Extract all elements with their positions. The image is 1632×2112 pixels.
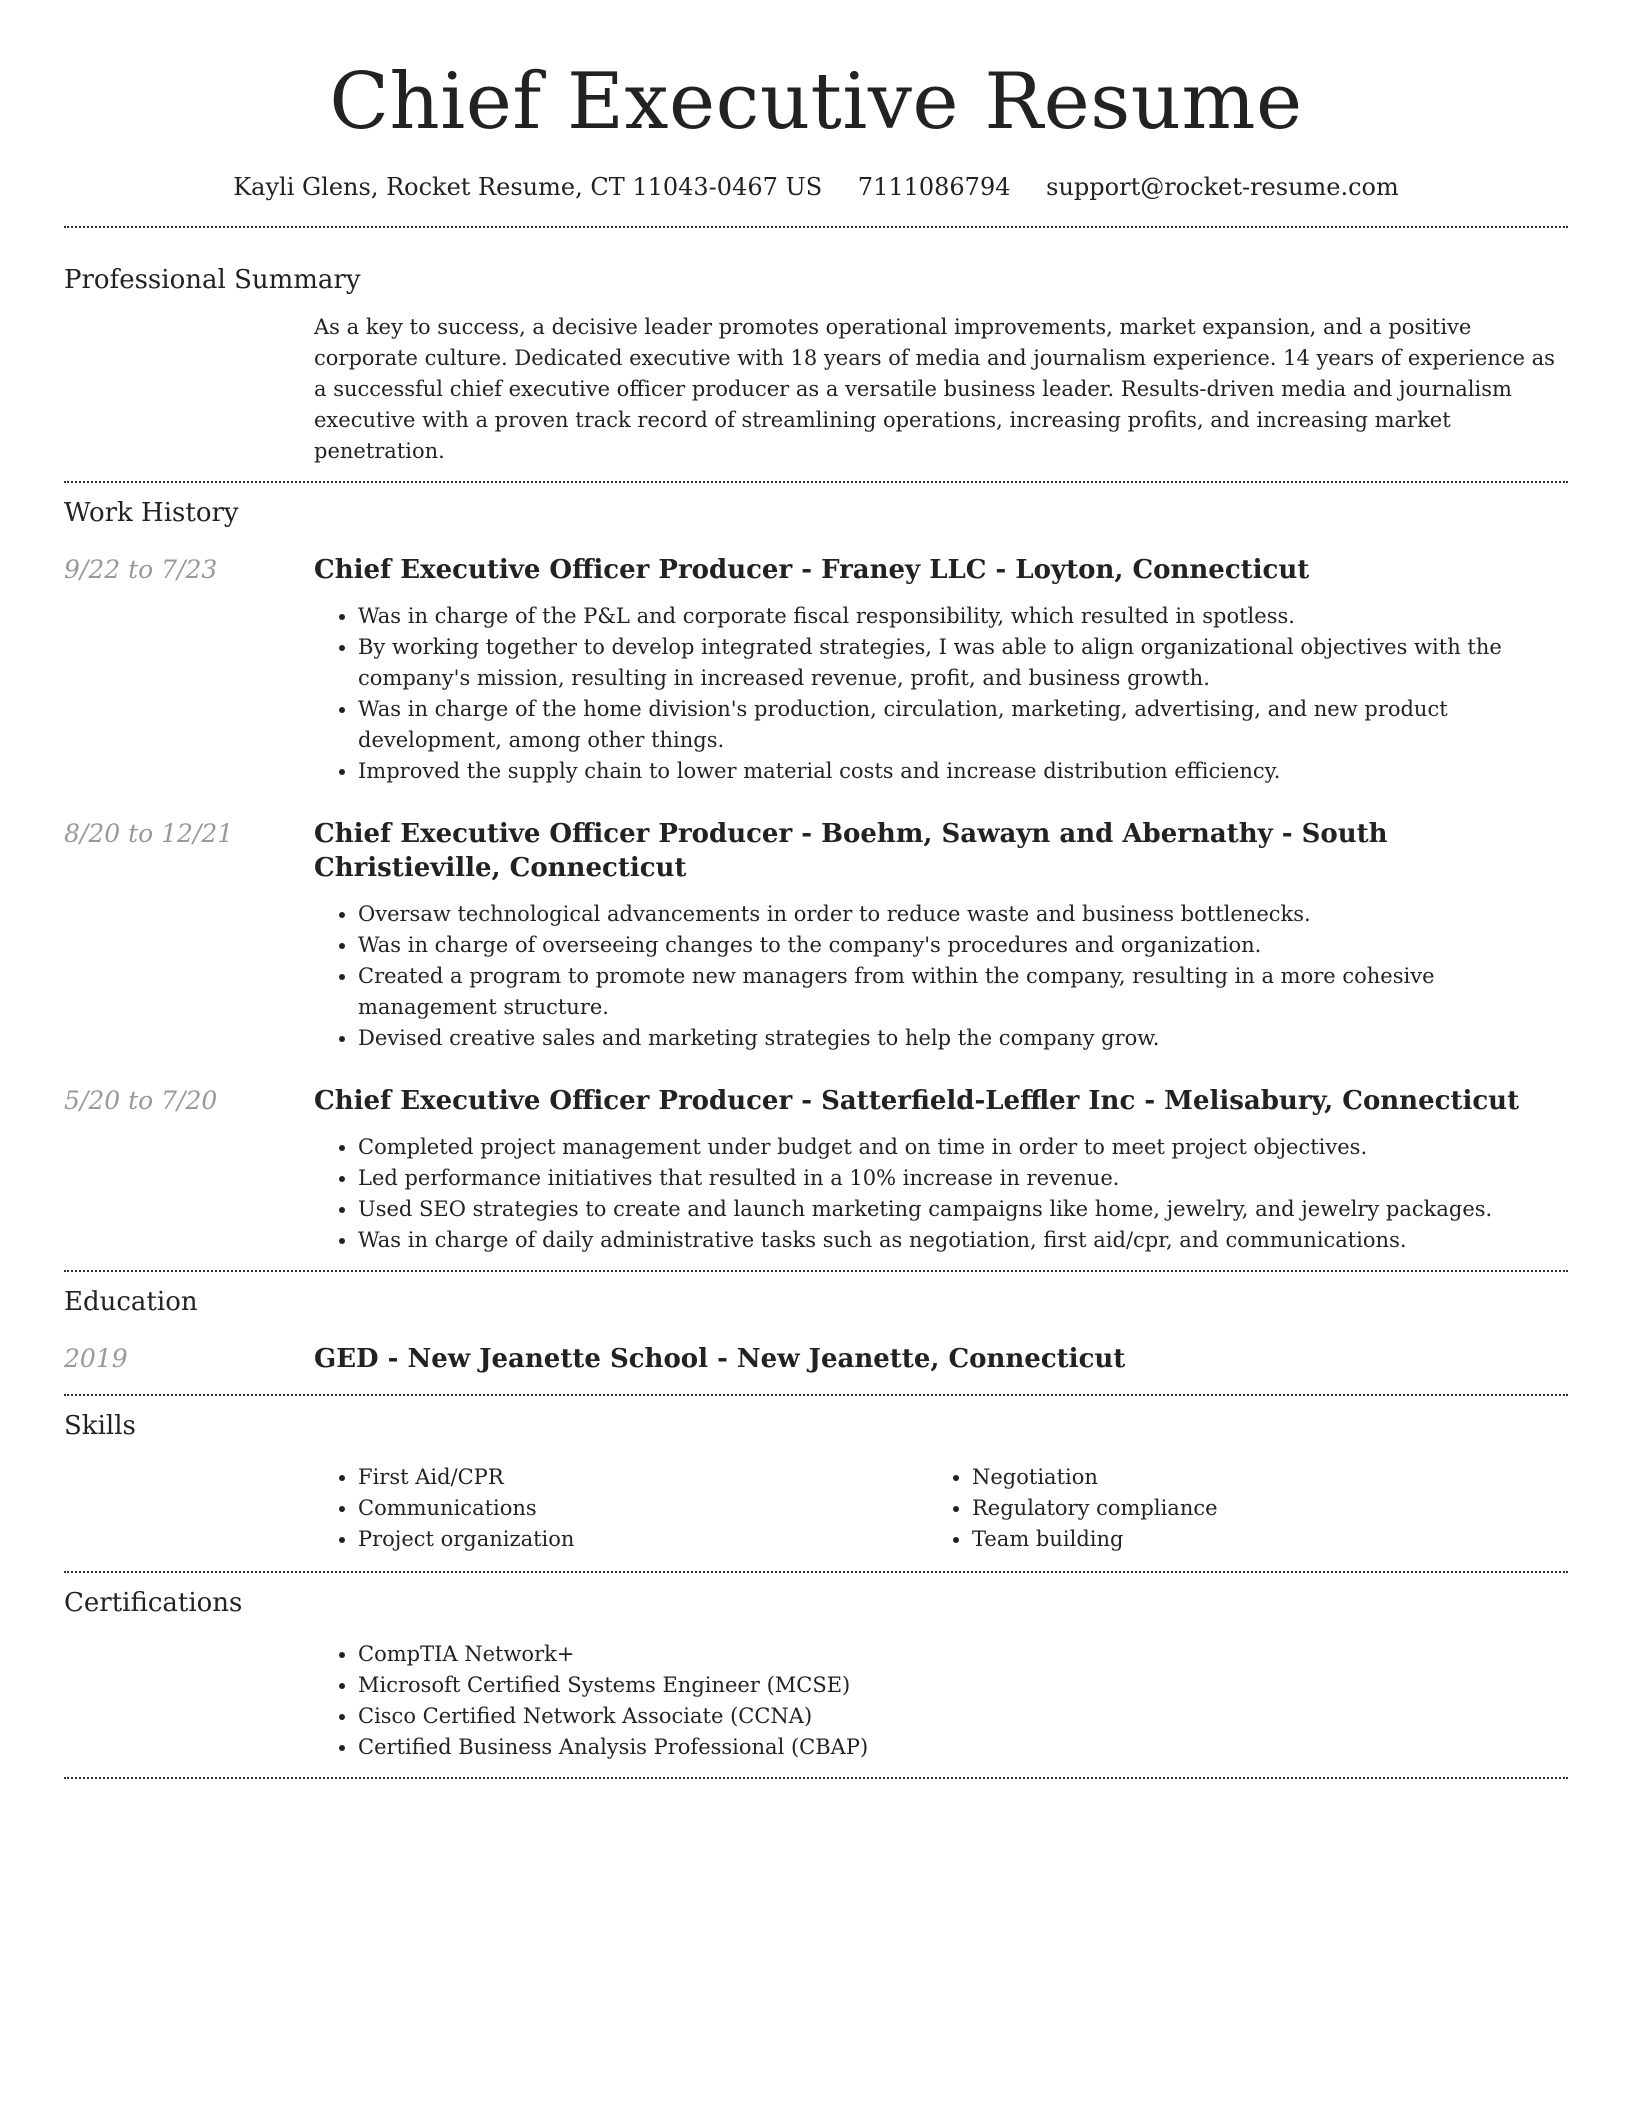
list-item: • Completed project management under budget and on time in order to meet project objectives. bbox=[358, 1132, 1568, 1163]
job-entry bbox=[64, 553, 1568, 787]
skills-list bbox=[314, 1462, 928, 1555]
certifications-section bbox=[64, 1573, 1568, 1763]
job-title: Chief Executive Officer Producer - Franey LLC - Loyton, Connecticut bbox=[314, 555, 1310, 585]
skills-grid bbox=[314, 1462, 1568, 1555]
job-entry bbox=[64, 817, 1568, 1054]
summary-text: As a key to success, a decisive leader promotes operational improvements, market expansion, and a positive corporate culture. Dedicated executive with 18 years of media and journalism experience. 14 years of experience as a successful chief executive officer producer as a versatile business leader. Results-driven media and journalism executive with a proven track record of streamlining operations, increasing profits, and increasing market penetration. bbox=[314, 315, 1555, 463]
list-item: • CompTIA Network+ bbox=[358, 1639, 1568, 1670]
skills-list bbox=[928, 1462, 1542, 1555]
list-item: • Team building bbox=[972, 1524, 1542, 1555]
job-bullets bbox=[314, 601, 1568, 787]
job-dates: 5/20 to 7/20 bbox=[64, 1086, 218, 1115]
list-item: • Led performance initiatives that resulted in a 10% increase in revenue. bbox=[358, 1163, 1568, 1194]
resume-title: Chief Executive Resume bbox=[329, 57, 1303, 147]
summary-section bbox=[64, 228, 1568, 467]
work-history-section bbox=[64, 483, 1568, 1256]
job-dates: 8/20 to 12/21 bbox=[64, 819, 234, 848]
list-item: • Communications bbox=[358, 1493, 928, 1524]
list-item: • Project organization bbox=[358, 1524, 928, 1555]
job-title: Chief Executive Officer Producer - Satterfield-Leffler Inc - Melisabury, Connecticut bbox=[314, 1086, 1520, 1116]
divider bbox=[64, 1777, 1568, 1779]
list-item: • Microsoft Certified Systems Engineer (MCSE) bbox=[358, 1670, 1568, 1701]
job-bullets bbox=[314, 899, 1568, 1054]
job-dates: 9/22 to 7/23 bbox=[64, 555, 218, 584]
certifications-heading: Certifications bbox=[64, 1588, 243, 1618]
list-item: • Cisco Certified Network Associate (CCNA) bbox=[358, 1701, 1568, 1732]
job-entry bbox=[64, 1084, 1568, 1256]
list-item: • First Aid/CPR bbox=[358, 1462, 928, 1493]
education-year: 2019 bbox=[64, 1344, 128, 1373]
list-item: • Oversaw technological advancements in order to reduce waste and business bottlenecks. bbox=[358, 899, 1568, 930]
education-heading: Education bbox=[64, 1287, 198, 1317]
list-item: • Devised creative sales and marketing strategies to help the company grow. bbox=[358, 1023, 1568, 1054]
list-item: • Was in charge of overseeing changes to the company's procedures and organization. bbox=[358, 930, 1568, 961]
list-item: • By working together to develop integrated strategies, I was able to align organizational objectives with the company's mission, resulting in increased revenue, profit, and business growth. bbox=[358, 632, 1568, 694]
certifications-list bbox=[314, 1639, 1568, 1763]
list-item: • Was in charge of the home division's production, circulation, marketing, advertising, and new product development, among other things. bbox=[358, 694, 1568, 756]
list-item: • Improved the supply chain to lower material costs and increase distribution efficiency. bbox=[358, 756, 1568, 787]
education-entry bbox=[64, 1342, 1568, 1376]
list-item: • Regulatory compliance bbox=[972, 1493, 1542, 1524]
list-item: • Was in charge of daily administrative tasks such as negotiation, first aid/cpr, and communications. bbox=[358, 1225, 1568, 1256]
contact-email: support@rocket-resume.com bbox=[1046, 173, 1399, 201]
resume-header bbox=[64, 0, 1568, 204]
list-item: • Negotiation bbox=[972, 1462, 1542, 1493]
list-item: • Used SEO strategies to create and launch marketing campaigns like home, jewelry, and jewelry packages. bbox=[358, 1194, 1568, 1225]
job-title: Chief Executive Officer Producer - Boehm, Sawayn and Abernathy - South Christieville, Connecticut bbox=[314, 819, 1388, 883]
education-title: GED - New Jeanette School - New Jeanette, Connecticut bbox=[314, 1344, 1126, 1374]
list-item: • Created a program to promote new managers from within the company, resulting in a more cohesive management structure. bbox=[358, 961, 1568, 1023]
contact-address: Kayli Glens, Rocket Resume, CT 11043-0467 US bbox=[233, 173, 823, 201]
skills-heading: Skills bbox=[64, 1411, 136, 1441]
education-section bbox=[64, 1272, 1568, 1376]
list-item: • Certified Business Analysis Professional (CBAP) bbox=[358, 1732, 1568, 1763]
summary-heading: Professional Summary bbox=[64, 265, 361, 295]
contact-line bbox=[64, 170, 1568, 204]
work-history-heading: Work History bbox=[64, 498, 239, 528]
skills-section bbox=[64, 1396, 1568, 1555]
job-bullets bbox=[314, 1132, 1568, 1256]
list-item: • Was in charge of the P&L and corporate fiscal responsibility, which resulted in spotless. bbox=[358, 601, 1568, 632]
contact-phone: 7111086794 bbox=[857, 173, 1011, 201]
